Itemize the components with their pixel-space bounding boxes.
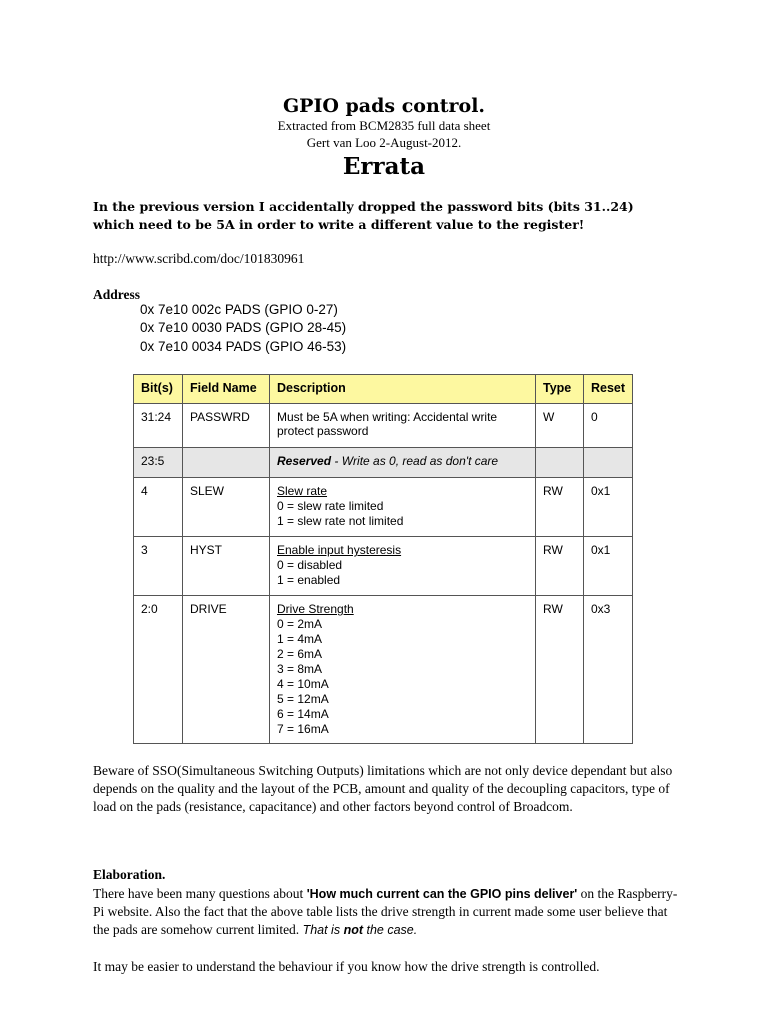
description-line: 1 = slew rate not limited <box>277 514 404 528</box>
page-title: GPIO pads control. <box>282 95 486 117</box>
elaboration-emphasis: the case. <box>363 923 418 937</box>
column-header-type: Type <box>536 375 584 404</box>
cell-reset: 0x1 <box>584 537 633 596</box>
elaboration-heading: Elaboration. <box>93 867 166 882</box>
cell-type: RW <box>536 537 584 596</box>
cell-bits: 4 <box>134 478 183 537</box>
cell-field: HYST <box>183 537 270 596</box>
cell-type: RW <box>536 596 584 744</box>
cell-bits: 3 <box>134 537 183 596</box>
elaboration-text: There have been many questions about <box>93 886 307 901</box>
address-label: Address <box>93 287 141 302</box>
description-line: 0 = disabled <box>277 558 343 572</box>
cell-reset: 0x3 <box>584 596 633 744</box>
elaboration-emphasis-bold: not <box>343 923 363 937</box>
description-title: Enable input hysteresis <box>277 543 402 557</box>
description-text: Must be 5A when writing: Accidental write protect password <box>277 410 498 438</box>
cell-reset: 0x1 <box>584 478 633 537</box>
description-line: 3 = 8mA <box>277 662 323 676</box>
table-row <box>134 448 633 478</box>
address-line: 0x 7e10 0030 PADS (GPIO 28-45) <box>140 320 347 335</box>
cell-description <box>270 478 536 537</box>
errata-notice: In the previous version I accidentally dropped the password bits (bits 31..24) which need to be 5A in order to write a different value to the register! <box>93 199 634 232</box>
cell-field: PASSWRD <box>183 404 270 448</box>
column-header-description: Description <box>270 375 536 404</box>
source-url[interactable]: http://www.scribd.com/doc/101830961 <box>93 251 305 266</box>
cell-type: RW <box>536 478 584 537</box>
cell-description <box>270 448 536 478</box>
description-line: 1 = 4mA <box>277 632 323 646</box>
description-line: 4 = 10mA <box>277 677 329 691</box>
subtitle-author: Gert van Loo 2-August-2012. <box>306 135 462 150</box>
cell-description <box>270 596 536 744</box>
column-header-reset: Reset <box>584 375 633 404</box>
reserved-label: Reserved <box>277 454 332 468</box>
cell-description <box>270 404 536 448</box>
elaboration-quote: 'How much current can the GPIO pins deliver' <box>306 887 578 901</box>
register-table <box>133 374 633 744</box>
table-row <box>134 596 633 744</box>
elaboration-emphasis: That is <box>302 923 344 937</box>
address-line: 0x 7e10 0034 PADS (GPIO 46-53) <box>140 339 347 354</box>
description-line: 0 = slew rate limited <box>277 499 384 513</box>
description-title: Slew rate <box>277 484 328 498</box>
errata-heading: Errata <box>342 153 426 180</box>
cell-reset: 0 <box>584 404 633 448</box>
drive-strength-paragraph: It may be easier to understand the behaviour if you know how the drive strength is controlled. <box>93 959 600 974</box>
cell-field: DRIVE <box>183 596 270 744</box>
description-line: 6 = 14mA <box>277 707 329 721</box>
description-title: Drive Strength <box>277 602 354 616</box>
cell-bits: 23:5 <box>134 448 183 478</box>
table-header-row <box>134 375 633 404</box>
subtitle-source: Extracted from BCM2835 full data sheet <box>277 118 491 133</box>
cell-type: W <box>536 404 584 448</box>
table-row <box>134 537 633 596</box>
elaboration-text: on the Raspberry-Pi website. Also the fact that the above table lists the drive strength in current made some user believe that the pads are somehow current limited. <box>93 886 678 937</box>
description-line: 0 = 2mA <box>277 617 323 631</box>
sso-warning-paragraph: Beware of SSO(Simultaneous Switching Outputs) limitations which are not only device dependant but also depends on the quality and the layout of the PCB, amount and quality of the decoupling capacitors, type of load on the pads (resistance, capacitance) and other factors beyond control of Broadcom. <box>93 763 673 814</box>
column-header-bits: Bit(s) <box>134 375 183 404</box>
table-row <box>134 478 633 537</box>
cell-type <box>536 448 584 478</box>
column-header-field: Field Name <box>183 375 270 404</box>
table-row <box>134 404 633 448</box>
cell-field: SLEW <box>183 478 270 537</box>
elaboration-paragraph <box>93 885 683 939</box>
address-line: 0x 7e10 002c PADS (GPIO 0-27) <box>140 302 338 317</box>
description-line: 2 = 6mA <box>277 647 323 661</box>
cell-bits: 2:0 <box>134 596 183 744</box>
description-line: 5 = 12mA <box>277 692 329 706</box>
cell-description <box>270 537 536 596</box>
reserved-text: - Write as 0, read as don't care <box>331 454 499 468</box>
description-line: 1 = enabled <box>277 573 341 587</box>
description-line: 7 = 16mA <box>277 722 329 736</box>
cell-bits: 31:24 <box>134 404 183 448</box>
cell-field <box>183 448 270 478</box>
cell-reset <box>584 448 633 478</box>
